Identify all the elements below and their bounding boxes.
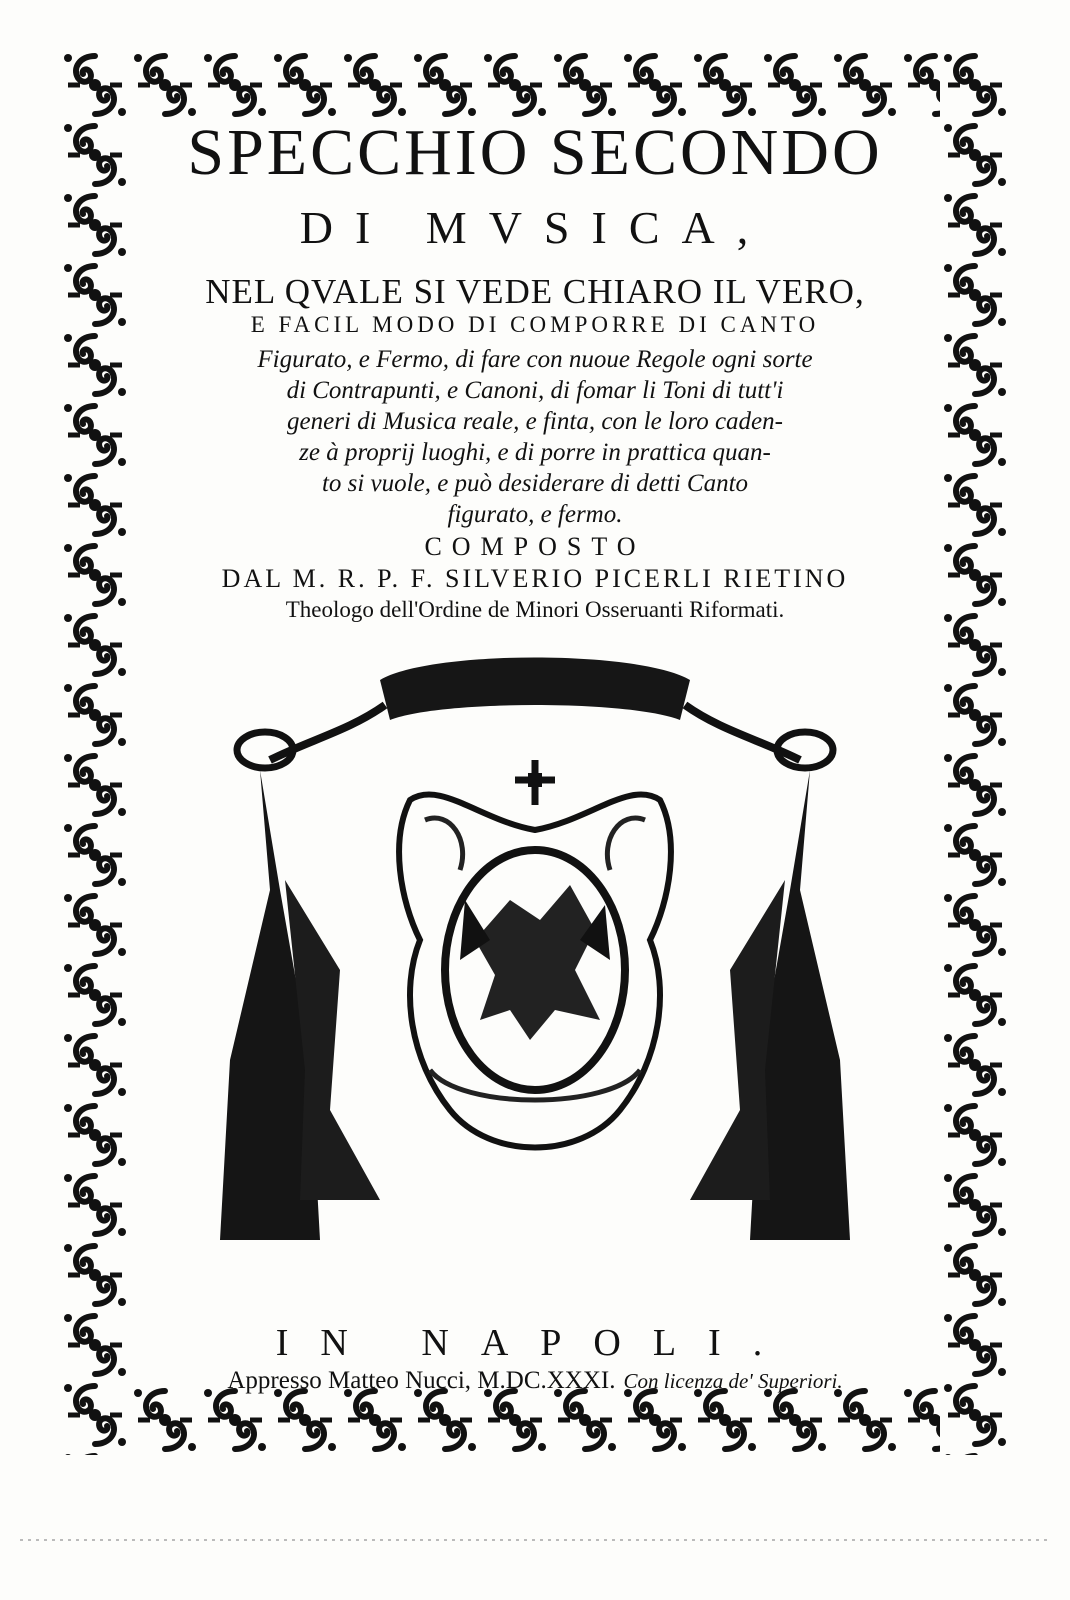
composto-heading: COMPOSTO [424, 532, 646, 561]
description-line: Figurato, e Fermo, di fare con nuoue Regole ogni sorte [257, 346, 813, 373]
ornamental-border-right [940, 50, 1010, 1455]
imprint-license: Con licenza de' Superiori. [623, 1369, 843, 1393]
title-block [130, 118, 940, 624]
ornamental-border-left [60, 50, 130, 1455]
imprint [130, 1322, 940, 1396]
title-main: SPECCHIO SECONDO [187, 116, 883, 189]
title-line4: E FACIL MODO DI COMPORRE DI CANTO [250, 312, 820, 337]
description-line: generi di Musica reale, e finta, con le loro caden- [287, 408, 783, 435]
order-line: Theologo dell'Ordine de Minori Osseruanti Riformati. [285, 597, 785, 622]
title-sub: DI MVSICA, [299, 202, 771, 253]
description-line: figurato, e fermo. [447, 501, 623, 528]
ornamental-border-top [60, 50, 1010, 120]
coat-of-arms [210, 640, 860, 1240]
description [130, 344, 940, 530]
description-line: ze à proprij luoghi, e di porre in prattica quan- [299, 439, 771, 466]
imprint-line [130, 1366, 940, 1396]
description-line: di Contrapunti, e Canoni, di fomar li Toni di tutt'i [286, 377, 784, 404]
description-line: to si vuole, e può desiderare di detti Canto [321, 470, 749, 497]
title-line3: NEL QVALE SI VEDE CHIARO IL VERO, [205, 272, 865, 311]
imprint-city: IN NAPOLI. [275, 1322, 795, 1364]
faded-margin-text [0, 1500, 1070, 1570]
author-line: DAL M. R. P. F. SILVERIO PICERLI RIETINO [221, 564, 849, 593]
imprint-printer: Appresso Matteo Nucci, M.DC.XXXI. [227, 1367, 616, 1394]
